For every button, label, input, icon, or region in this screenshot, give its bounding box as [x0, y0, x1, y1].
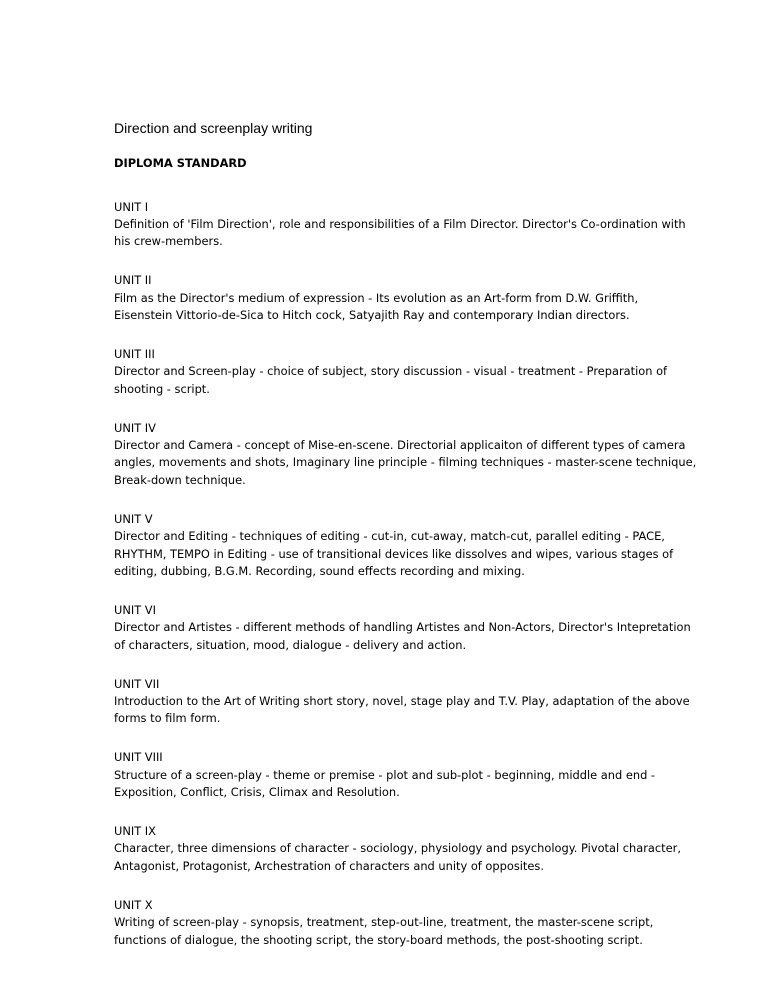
unit-text-line: Director and Artistes - different methods of handling Artistes and Non-Actors, Director's Intepretation: [114, 620, 691, 635]
unit-text-line: Antagonist, Protagonist, Archestration of characters and unity of opposites.: [114, 858, 544, 873]
unit-heading: UNIT X: [114, 897, 153, 912]
unit-heading: UNIT II: [114, 273, 152, 288]
unit-text-line: his crew-members.: [114, 234, 223, 249]
unit-text-line: Director and Camera - concept of Mise-en-scene. Directorial applicaiton of different types of camera: [114, 438, 686, 453]
unit-section: [114, 823, 714, 875]
unit-text-line: Exposition, Conflict, Crisis, Climax and Resolution.: [114, 785, 400, 800]
unit-heading: UNIT VII: [114, 676, 160, 691]
unit-text-line: RHYTHM, TEMPO in Editing - use of transitional devices like dissolves and wipes, various stages of: [114, 546, 674, 561]
unit-section: [114, 676, 714, 728]
unit-heading: UNIT IX: [114, 824, 156, 839]
unit-heading: UNIT VI: [114, 602, 156, 617]
unit-text-line: Structure of a screen-play - theme or premise - plot and sub-plot - beginning, middle and end -: [114, 767, 656, 782]
unit-text-line: Eisenstein Vittorio-de-Sica to Hitch cock, Satyajith Ray and contemporary Indian directors.: [114, 308, 630, 323]
unit-heading: UNIT VIII: [114, 750, 163, 765]
unit-section: [114, 602, 714, 654]
unit-text-line: Introduction to the Art of Writing short story, novel, stage play and T.V. Play, adaptation of the above: [114, 694, 690, 709]
unit-text-line: Film as the Director's medium of expression - Its evolution as an Art-form from D.W. Griffith,: [114, 290, 639, 305]
unit-section: [114, 420, 714, 490]
unit-heading: UNIT I: [114, 199, 149, 214]
unit-text-line: forms to film form.: [114, 711, 221, 726]
unit-heading: UNIT V: [114, 511, 153, 526]
unit-text-line: of characters, situation, mood, dialogue - delivery and action.: [114, 637, 467, 652]
document-page: [114, 119, 714, 971]
unit-text-line: Character, three dimensions of character - sociology, physiology and psychology. Pivotal character,: [114, 841, 681, 856]
unit-section: [114, 897, 714, 949]
unit-text-line: Writing of screen-play - synopsis, treatment, step-out-line, treatment, the master-scene script,: [114, 915, 654, 930]
unit-heading: UNIT III: [114, 346, 155, 361]
unit-section: [114, 346, 714, 398]
unit-text-line: functions of dialogue, the shooting script, the story-board methods, the post-shooting script.: [114, 932, 643, 947]
standard-heading: DIPLOMA STANDARD: [114, 156, 247, 170]
unit-text-line: Break-down technique.: [114, 472, 246, 487]
unit-text-line: Definition of 'Film Direction', role and responsibilities of a Film Director. Director's Co-ordination with: [114, 216, 686, 231]
unit-text-line: angles, movements and shots, Imaginary line principle - filming techniques - master-scene technique,: [114, 455, 697, 470]
unit-text-line: Director and Editing - techniques of editing - cut-in, cut-away, match-cut, parallel editing - PACE,: [114, 529, 665, 544]
unit-section: [114, 272, 714, 324]
unit-section: [114, 749, 714, 801]
unit-text-line: editing, dubbing, B.G.M. Recording, sound effects recording and mixing.: [114, 564, 525, 578]
units-list: [114, 199, 714, 950]
unit-text-line: Director and Screen-play - choice of subject, story discussion - visual - treatment - Preparation of: [114, 364, 668, 379]
unit-text-line: shooting - script.: [114, 381, 210, 396]
unit-section: [114, 511, 714, 581]
unit-section: [114, 199, 714, 251]
unit-heading: UNIT IV: [114, 420, 156, 435]
document-title: Direction and screenplay writing: [114, 120, 313, 136]
